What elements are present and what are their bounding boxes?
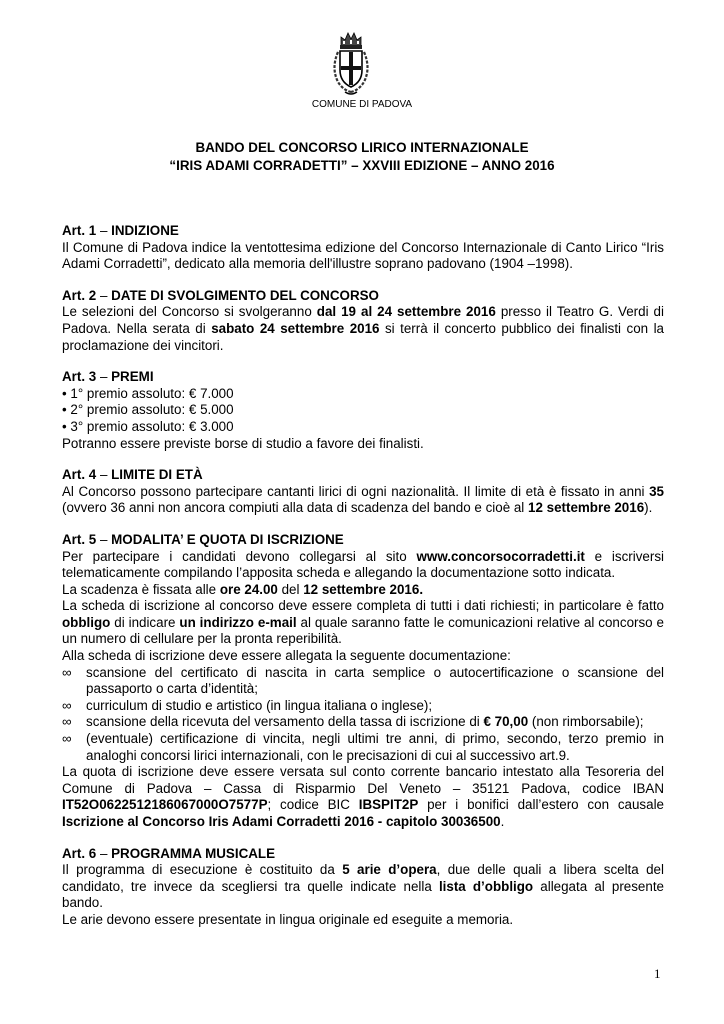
article-title: PROGRAMMA MUSICALE [111,845,276,861]
text-run: La scadenza è fissata alle [62,581,220,597]
article-heading [62,846,664,863]
article-text [62,598,664,648]
text-run: , due delle quali a libera scelta del candidato, tre invece da scegliersi tra quelle indicate nella [62,862,664,894]
document-title [0,139,724,175]
list-item [62,714,664,731]
infinity-bullet-icon: ∞ [62,714,72,730]
padova-coat-of-arms-icon [329,30,373,98]
website-url: www.concorsocorradetti.it [416,548,585,564]
article-text [62,549,664,582]
text-run: ). [644,500,653,516]
heading-dash: – [96,531,112,547]
concert-date: sabato 24 settembre 2016 [211,320,380,336]
article-title: PREMI [111,369,154,385]
documents-list [62,665,664,765]
age-limit: 35 [649,483,664,499]
title-line-2: “IRIS ADAMI CORRADETTI” – XXVIII EDIZIONE – ANNO 2016 [169,158,555,173]
prize-item: • 2° premio assoluto: € 5.000 [62,402,234,418]
article-text [62,304,664,354]
deadline-date: 12 settembre 2016 [528,500,645,516]
deadline-date: 12 settembre 2016. [303,581,424,597]
text-run: La quota di iscrizione deve essere versata sul conto corrente bancario intestato alla Tesoreria del Comune di Padova – Cassa di Risparmio Del Veneto – 35121 Padova, codice IBAN [62,764,664,796]
fee-amount: € 70,00 [483,714,529,730]
article-number: Art. 1 [62,223,97,238]
article-text [62,862,664,912]
heading-dash: – [96,467,112,483]
heading-dash: – [96,845,112,861]
article-text: Alla scheda di iscrizione deve essere allegata la seguente documentazione: [62,648,511,664]
text-run: al quale saranno fatte le comunicazioni relative al concorso e un numero di cellulare per la pronta reperibilità. [62,614,664,647]
bic-code: IBSPIT2P [358,797,419,813]
list-item [62,665,664,698]
text-run: allegata al presente bando. [62,878,664,911]
article-number: Art. 6 [62,845,97,861]
payment-reference: Iscrizione al Concorso Iris Adami Corradetti 2016 - capitolo 30036500 [62,814,501,829]
article-number: Art. 4 [62,467,97,483]
emphasis: lista d’obbligo [438,878,534,894]
text-run: La scheda di iscrizione al concorso deve essere completa di tutti i dati richiesti; in particolare è fatto [62,598,664,614]
article-heading [62,288,664,305]
article-title: MODALITA’ E QUOTA DI ISCRIZIONE [111,531,344,547]
article-2 [62,288,664,354]
text-run: Il programma di esecuzione è costituito da [62,862,343,878]
infinity-bullet-icon: ∞ [62,697,72,713]
article-number: Art. 3 [62,369,97,385]
heading-dash: – [96,287,112,303]
text-run: (ovvero 36 anni non ancora compiuti alla data di scadenza del bando e cioè al [62,500,529,516]
prize-item: • 3° premio assoluto: € 3.000 [62,418,234,434]
list-item [62,698,664,715]
deadline-time: ore 24.00 [219,581,278,597]
title-line-1: BANDO DEL CONCORSO LIRICO INTERNAZIONALE [195,140,529,155]
page-number: 1 [654,966,661,981]
prize-item: • 1° premio assoluto: € 7.000 [62,385,234,401]
text-run: ; codice BIC [267,797,359,813]
text-run: Le selezioni del Concorso si svolgeranno [62,304,317,320]
list-item [62,731,664,764]
article-title: DATE DI SVOLGIMENTO DEL CONCORSO [111,287,379,303]
text-run: . [500,814,505,829]
article-4 [62,467,664,517]
text-run: del [277,581,304,597]
text-run: presso il Teatro G. Verdi di Padova. Nella serata di [62,304,664,336]
text-run: Al Concorso possono partecipare cantanti lirici di ogni nazionalità. Il limite di età è fissato in anni [62,483,650,499]
infinity-bullet-icon: ∞ [62,664,72,680]
article-title: INDIZIONE [111,223,179,238]
list-item-text: scansione del certificato di nascita in carta semplice o autocertificazione o scansione del passaporto o carta d’identità; [86,664,664,697]
article-heading [62,467,664,484]
document-body [62,223,664,944]
article-text: Il Comune di Padova indice la ventottesima edizione del Concorso Internazionale di Canto Lirico “Iris Adami Corradetti”, dedicato alla memoria dell'illustre soprano padovano (1904 –1998). [62,239,664,272]
article-number: Art. 2 [62,287,97,303]
article-title: LIMITE DI ETÀ [111,467,203,483]
text-run: di indicare [110,614,180,630]
list-item-text: (eventuale) certificazione di vincita, negli ultimi tre anni, di primo, secondo, terzo premio in analoghi concorsi lirici internazionali, con le precisazioni di cui al successivo art.9. [86,731,664,763]
article-text [62,484,664,517]
article-text: Le arie devono essere presentate in lingua originale ed eseguite a memoria. [62,911,514,927]
article-number: Art. 5 [62,531,97,547]
article-text [62,582,664,599]
emphasis: obbligo [62,614,111,630]
list-item-text: curriculum di studio e artistico (in lingua italiana o inglese); [86,697,433,713]
text-run: si terrà il concerto pubblico dei finalisti con la proclamazione dei vincitori. [62,320,664,353]
text-run: per i bonifici dall’estero con causale [418,797,664,813]
article-heading [62,223,664,240]
iban-code: IT52O0622512186067000O7577P [62,797,268,813]
emblem-caption: COMUNE DI PADOVA [311,99,413,110]
emphasis: un indirizzo e-mail [179,614,297,630]
infinity-bullet-icon: ∞ [62,731,72,747]
article-heading [62,532,664,549]
text-run: Per partecipare i candidati devono collegarsi al sito [62,548,417,564]
list-item-text: (non rimborsabile); [528,714,644,730]
article-1 [62,223,664,273]
emphasis: 5 arie d’opera [342,862,437,878]
text-run: e iscriversi telematicamente compilando l’apposita scheda e allegando la documentazione sotto indicata. [62,548,664,581]
article-3 [62,369,664,452]
heading-dash: – [96,369,112,385]
article-6 [62,846,664,929]
heading-dash: – [96,223,112,238]
article-5 [62,532,664,831]
list-item-text: scansione della ricevuta del versamento della tassa di iscrizione di [86,714,484,730]
article-heading [62,369,664,386]
date-range: dal 19 al 24 settembre 2016 [316,304,496,320]
article-text [62,764,664,830]
article-text: Potranno essere previste borse di studio a favore dei finalisti. [62,435,424,451]
